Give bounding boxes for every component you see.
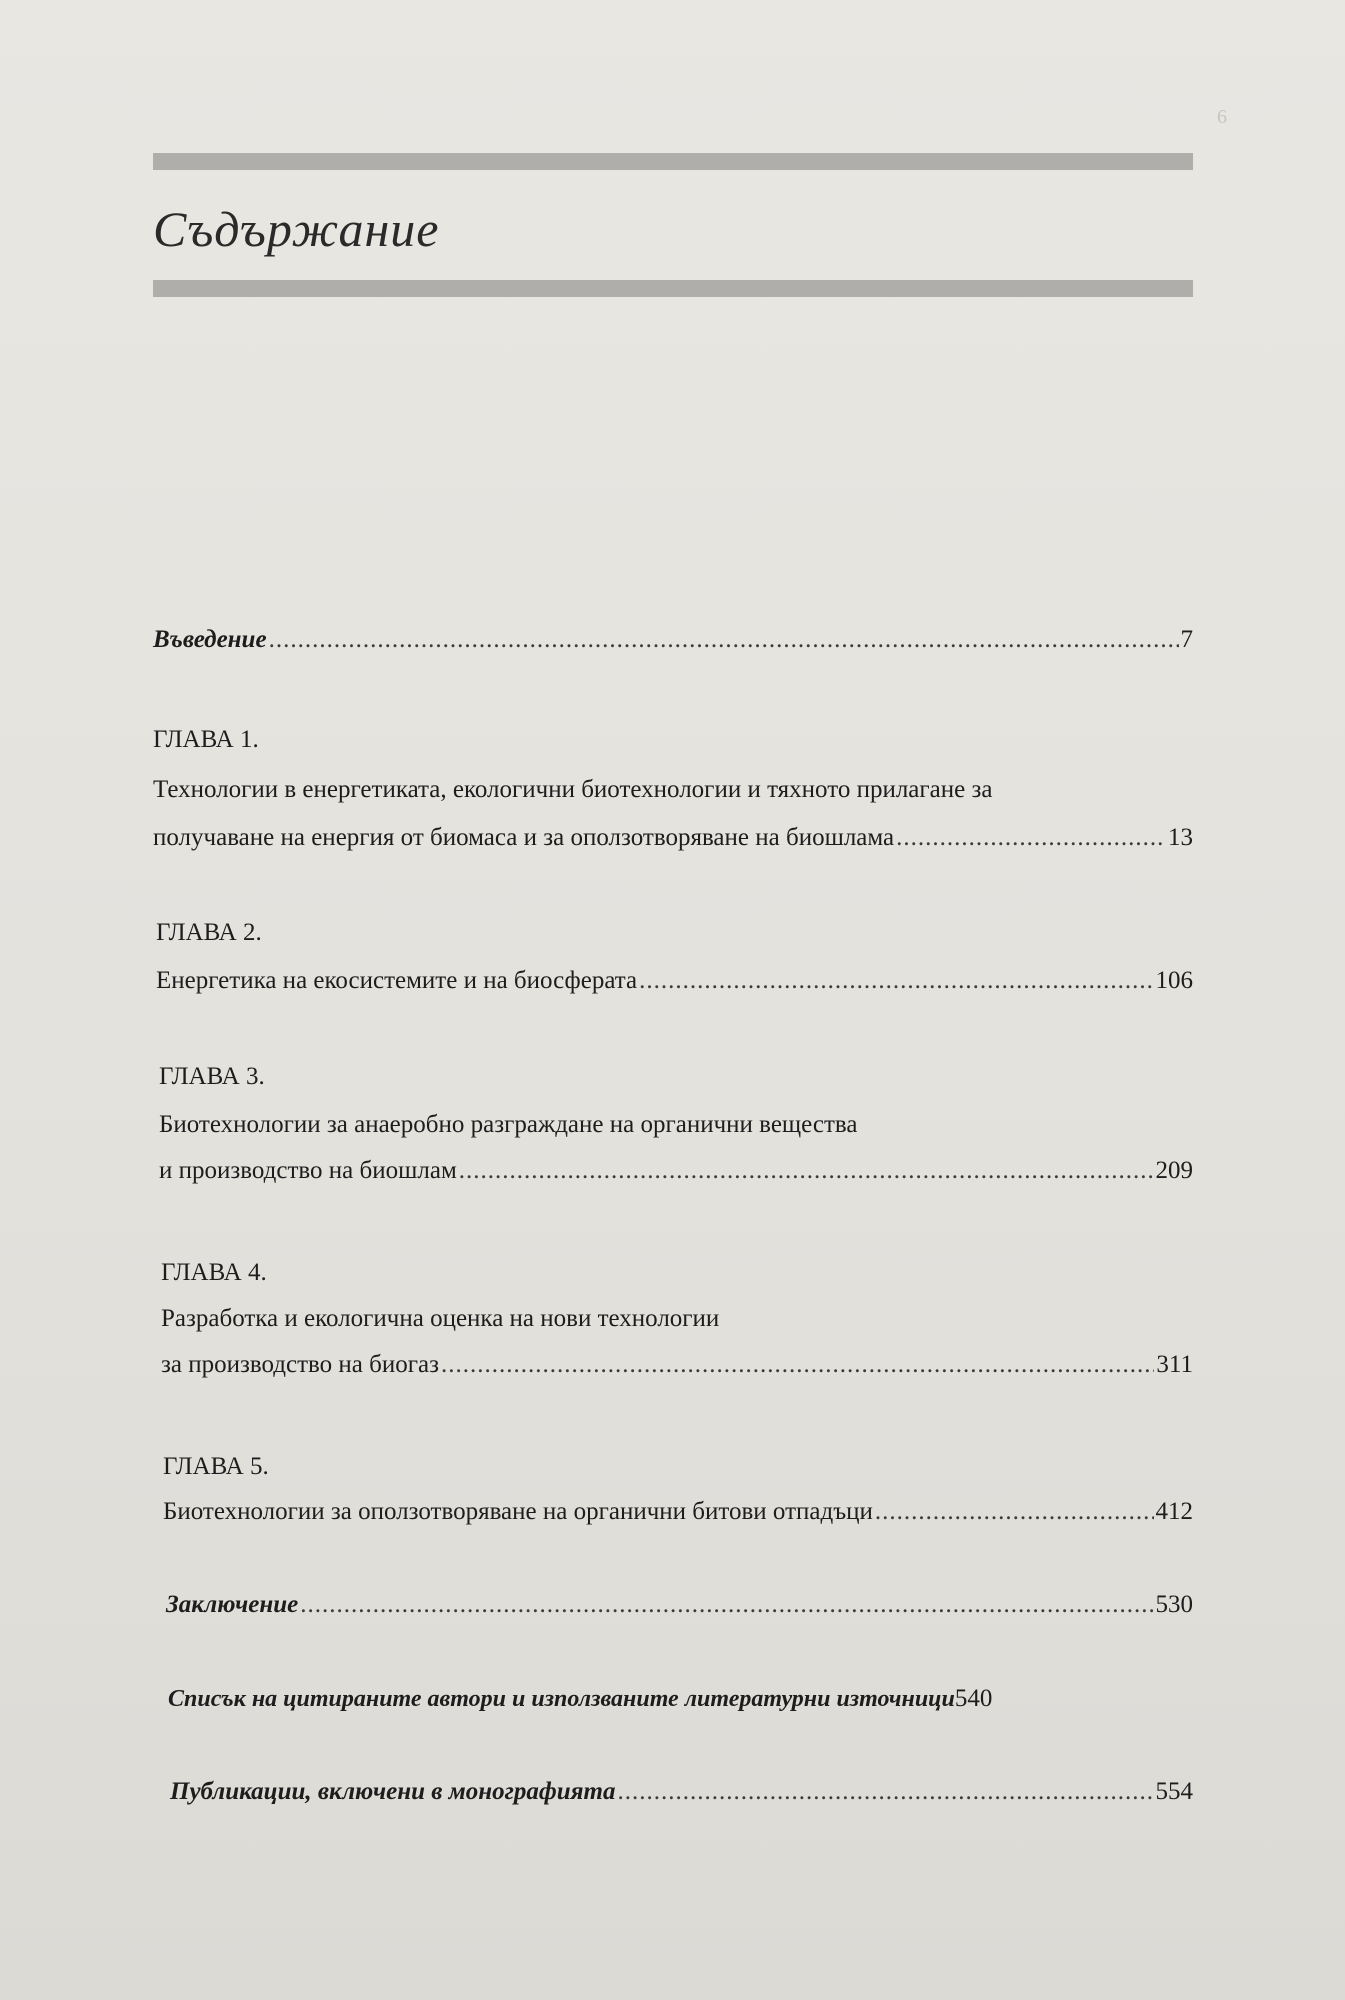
toc-entry-page: 412 (1155, 1498, 1193, 1525)
toc-entry-label: Биотехнологии за оползотворяване на органични битови отпадъци (163, 1498, 873, 1525)
toc-entry-chapter-2[interactable] (156, 966, 1193, 996)
toc-entry-label: получаване на енергия от биомаса и за оползотворяване на биошлама (153, 824, 895, 851)
toc-entry-label: Въведение (153, 626, 267, 653)
toc-entry-label: Заключение (166, 1591, 299, 1618)
chapter-4-label: ГЛАВА 4. (161, 1259, 267, 1286)
toc-entry-chapter-4[interactable] (161, 1350, 1193, 1380)
chapter-3-label: ГЛАВА 3. (159, 1063, 265, 1090)
toc-entry-label: и производство на биошлам (159, 1157, 457, 1184)
chapter-1-title-line1[interactable]: Технологии в енергетиката, екологични биотехнологии и тяхното прилагане за (153, 776, 993, 803)
toc-entry-chapter-5[interactable] (163, 1497, 1193, 1527)
toc-entry-page: 106 (1155, 967, 1193, 994)
chapter-2-label: ГЛАВА 2. (156, 919, 262, 946)
header-rule-bottom (153, 280, 1193, 297)
toc-entry-label: Публикации, включени в монографията (170, 1778, 616, 1805)
toc-leader-dots (269, 625, 1179, 655)
toc-leader-dots (459, 1156, 1154, 1186)
chapter-5-label: ГЛАВА 5. (163, 1453, 269, 1480)
toc-entry-conclusion[interactable] (166, 1590, 1193, 1620)
chapter-1-label: ГЛАВА 1. (153, 726, 259, 753)
toc-entry-page: 209 (1155, 1157, 1193, 1184)
toc-entry-chapter-1[interactable] (153, 823, 1193, 853)
header-rule-top (153, 153, 1193, 170)
page-number: 6 (1217, 106, 1227, 128)
chapter-4-title-line1[interactable]: Разработка и екологична оценка на нови технологии (161, 1305, 720, 1332)
toc-leader-dots (639, 966, 1153, 996)
toc-leader-dots (618, 1777, 1154, 1807)
toc-entry-chapter-3[interactable] (159, 1156, 1193, 1186)
toc-entry-page: 311 (1156, 1351, 1193, 1378)
toc-entry-intro[interactable] (153, 625, 1193, 655)
toc-leader-dots (300, 1590, 1153, 1620)
toc-entry-label: за производство на биогаз (161, 1351, 439, 1378)
page-title: Съдържание (153, 201, 440, 257)
toc-leader-dots (896, 823, 1166, 853)
toc-entry-page: 7 (1180, 626, 1193, 653)
toc-entry-page: 540 (954, 1685, 993, 1712)
toc-entry-page: 13 (1168, 824, 1193, 851)
toc-leader-dots (875, 1497, 1154, 1527)
toc-entry-page: 554 (1155, 1778, 1193, 1805)
toc-leader-dots (441, 1350, 1154, 1380)
toc-entry-label: Енергетика на екосистемите и на биосферата (156, 967, 638, 994)
toc-entry-publications[interactable] (170, 1777, 1193, 1807)
chapter-3-title-line1[interactable]: Биотехнологии за анаеробно разграждане на органични вещества (159, 1111, 858, 1138)
toc-entry-references[interactable] (168, 1684, 1193, 1714)
toc-entry-label: Списък на цитираните автори и използваните литературни източници (168, 1686, 955, 1712)
toc-entry-page: 530 (1155, 1591, 1193, 1618)
